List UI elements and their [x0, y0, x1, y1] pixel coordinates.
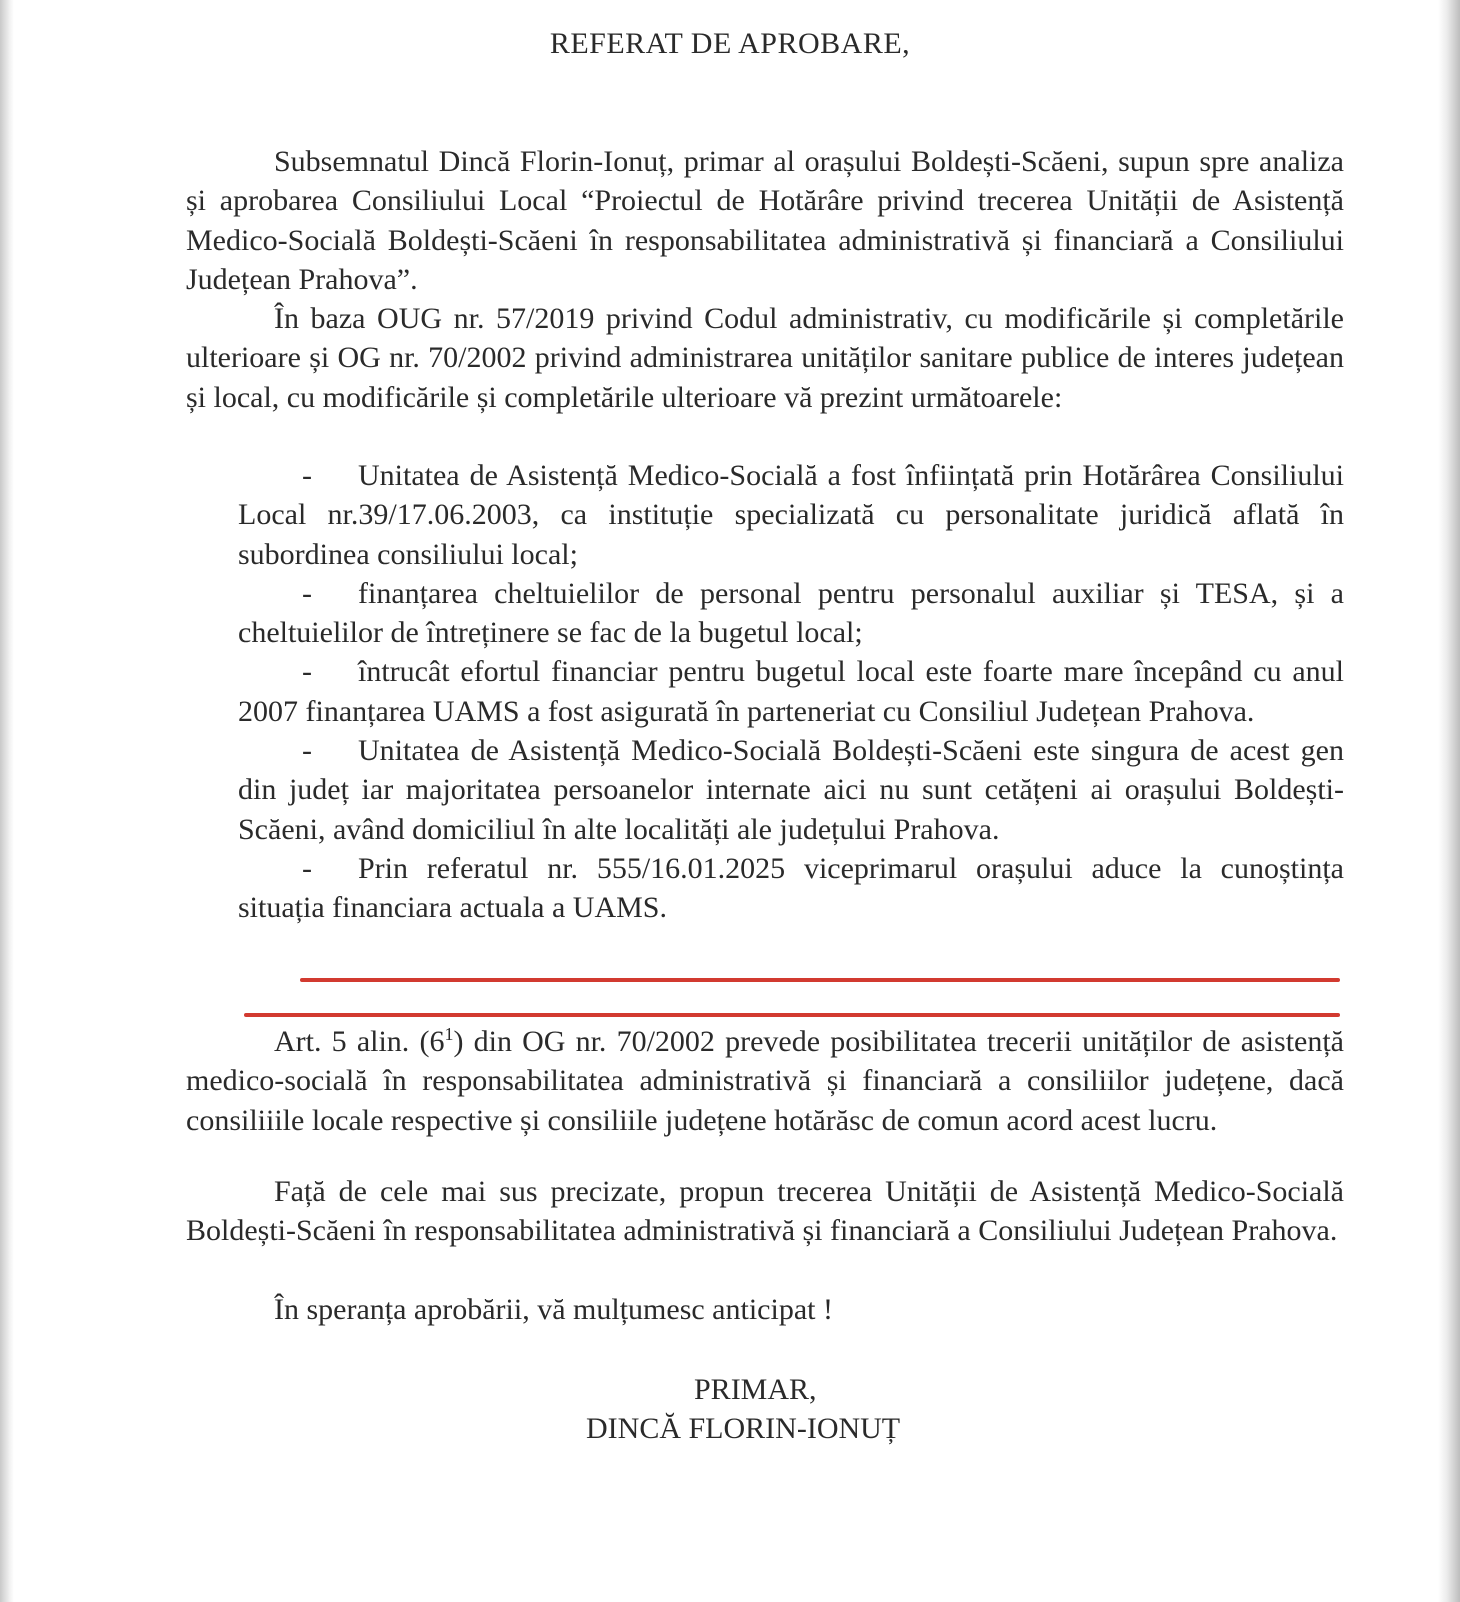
list-dash: - [302, 851, 312, 885]
page-edge-left [0, 0, 14, 1602]
article-rest: ) din OG nr. 70/2002 prevede posibilitatea trecerii unităților de asistență medico-socială în responsabilitatea administrativă și financiară a consiliilor județene, dacă consiliiile locale respective și consiliile județene hotărăsc de comun acord acest lucru. [186, 1025, 1344, 1137]
basis-paragraph: În baza OUG nr. 57/2019 privind Codul administrativ, cu modificările și completările ulterioare și OG nr. 70/2002 privind administrarea unităților sanitare publice de interes județean și local, cu modificările și completările ulterioare vă prezint următoarele: [186, 302, 1344, 414]
list-item-text: întrucât efortul financiar pentru bugetul local este foarte mare începând cu anul 2007 finanțarea UAMS a fost asigurată în parteneriat cu Consiliul Județean Prahova. [238, 655, 1344, 728]
list-item-highlighted [238, 849, 1344, 928]
list-item-text: Prin referatul nr. 555/16.01.2025 viceprimarul orașului aduce la cunoștința situația financiara actuala a UAMS. [238, 851, 1344, 925]
closing-paragraph: În speranța aprobării, vă mulțumesc anticipat ! [274, 1293, 833, 1326]
article-paragraph [186, 1015, 1344, 1140]
signature-block [0, 1370, 1460, 1448]
list-item [238, 731, 1344, 849]
article-superscript: 1 [444, 1024, 454, 1044]
list-dash: - [302, 655, 312, 689]
list-item-text: finanțarea cheltuielilor de personal pentru personalul auxiliar și TESA, și a cheltuielilor de întreținere se fac de la bugetul local; [238, 576, 1344, 650]
list-dash: - [302, 734, 312, 768]
proposal-paragraph: Față de cele mai sus precizate, propun trecerea Unității de Asistență Medico-Socială Boldești-Scăeni în responsabilitatea administrativă și financiară a Consiliului Județean Prahova. [186, 1175, 1344, 1248]
list-dash: - [302, 576, 312, 610]
list-item [238, 456, 1344, 574]
list-item-text: Unitatea de Asistență Medico-Socială a fost înființată prin Hotărârea Consiliului Local nr.39/17.06.2003, ca instituție specializată cu personalitate juridică aflată în subordinea consiliului local; [238, 459, 1344, 571]
intro-paragraph: Subsemnatul Dincă Florin-Ionuț, primar al orașului Boldești-Scăeni, supun spre analiza și aprobarea Consiliului Local “Proiectul de Hotărâre privind trecerea Unității de Asistență Medico-Socială Boldești-Scăeni în responsabilitatea administrativă și financiară a Consiliului Județean Prahova”. [186, 145, 1344, 296]
signature-role: PRIMAR, [694, 1373, 817, 1406]
document-title: REFERAT DE APROBARE, [549, 27, 911, 60]
list-item [238, 574, 1344, 653]
list-item [238, 652, 1344, 731]
findings-list [238, 456, 1344, 928]
signature-name: DINCĂ FLORIN-IONUȚ [586, 1412, 901, 1445]
page-edge-right [1438, 0, 1460, 1602]
list-dash: - [302, 459, 312, 492]
list-item-text: Unitatea de Asistență Medico-Socială Boldești-Scăeni este singura de acest gen din județ iar majoritatea persoanelor internate aici nu sunt cetățeni ai orașului Boldești-Scăeni, având domiciliul în alte localități ale județului Prahova. [238, 734, 1344, 846]
article-prefix: Art. 5 alin. (6 [274, 1025, 445, 1058]
red-underline-annotation [300, 978, 1340, 982]
